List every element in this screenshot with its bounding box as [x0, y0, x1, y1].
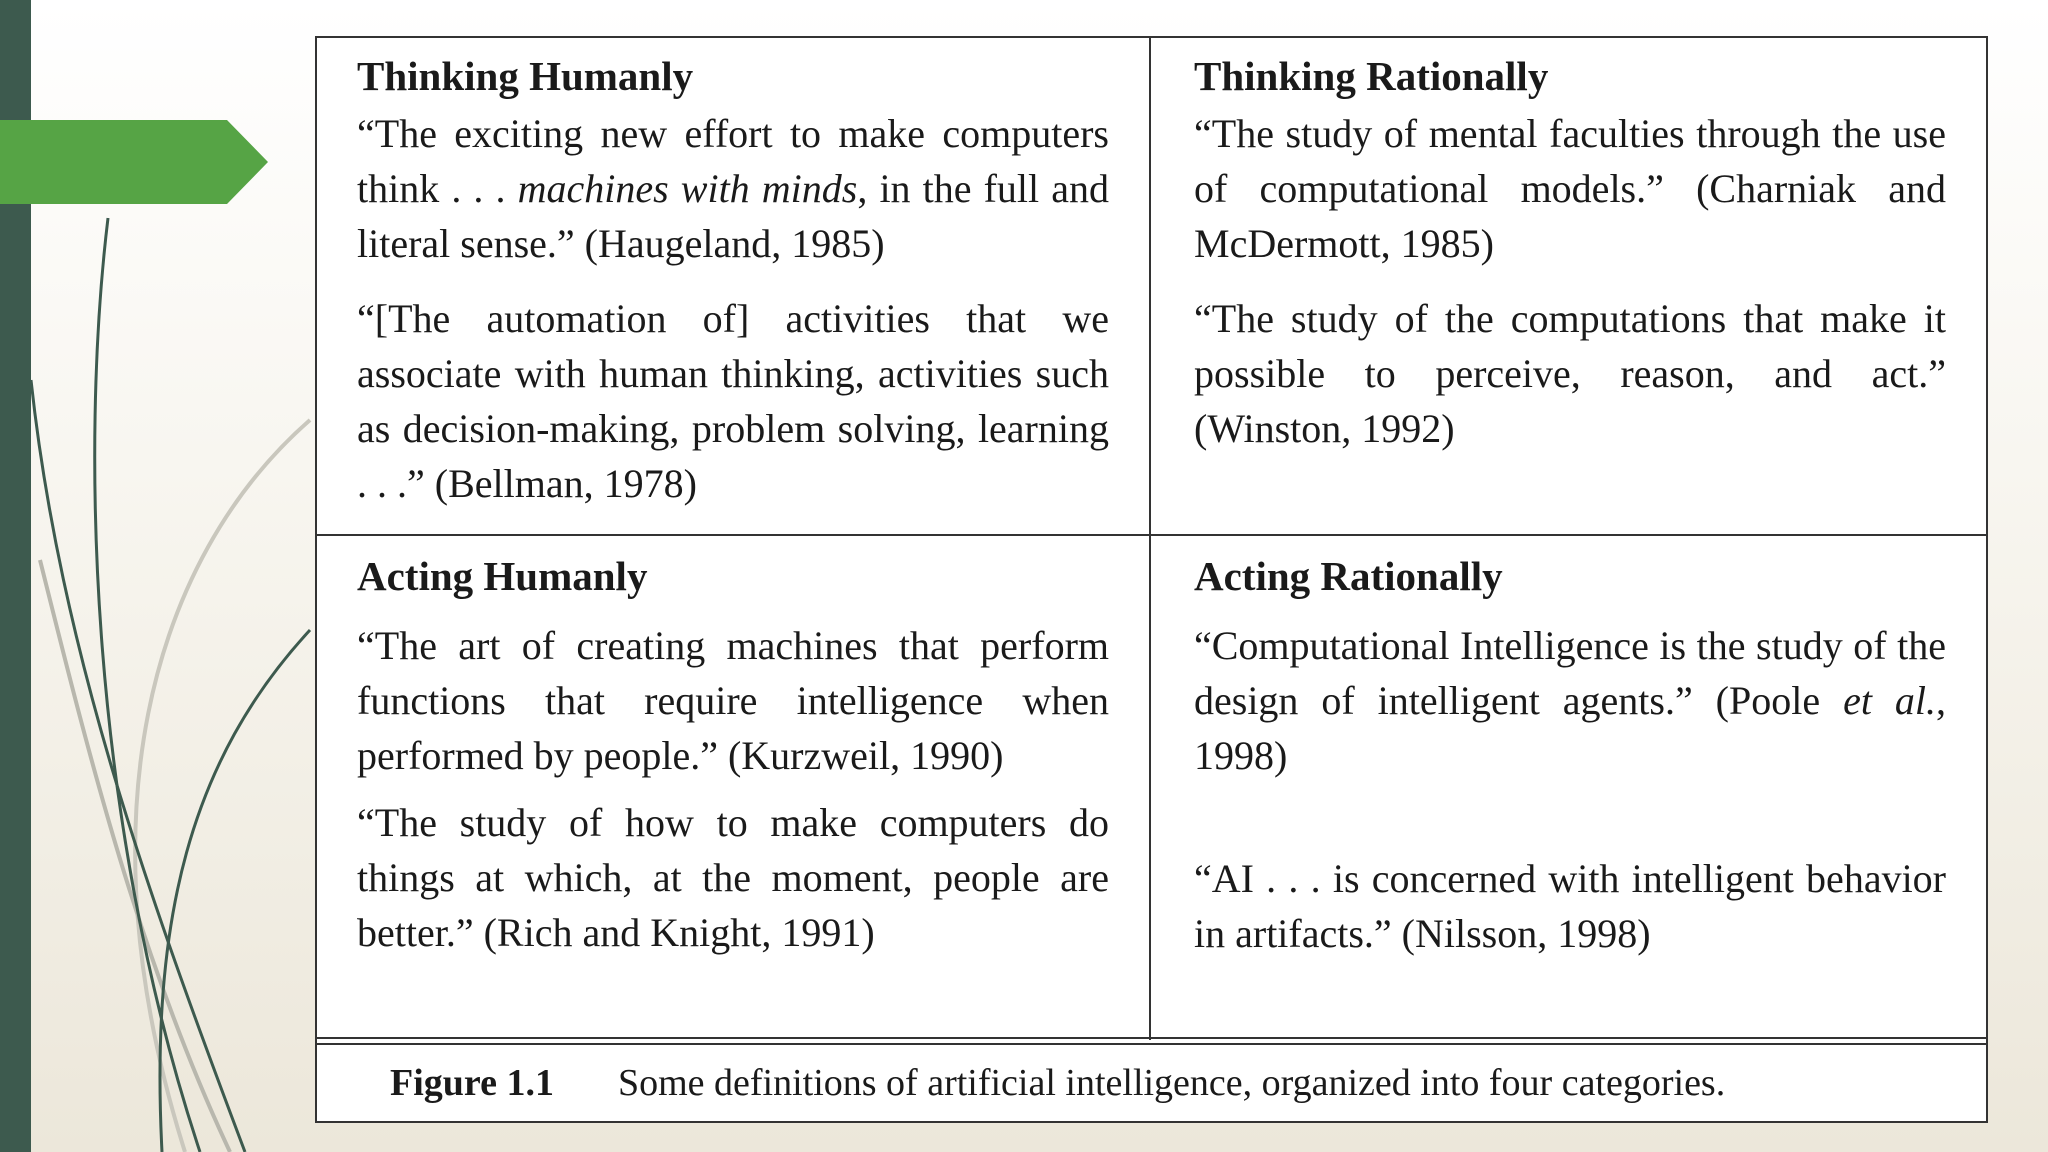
quote-emphasis: et al.	[1843, 678, 1936, 723]
arrow-shape-icon	[0, 120, 268, 204]
quote-charniak-mcdermott: “The study of mental faculties through the use of computational models.” (Charniak and McDermott, 1985)	[1194, 111, 1946, 266]
caption-rule-top	[317, 1037, 1986, 1039]
figure-caption	[317, 1045, 1986, 1121]
cell-thinking-rationally	[1194, 50, 1946, 456]
quote-winston: “The study of the computations that make it possible to perceive, reason, and act.” (Winston, 1992)	[1194, 296, 1946, 451]
heading-acting-rationally: Acting Rationally	[1194, 553, 1503, 599]
caption-text: Some definitions of artificial intelligence, organized into four categories.	[617, 1062, 1726, 1104]
quote-kurzweil: “The art of creating machines that perform functions that require intelligence when performed by people.” (Kurzweil, 1990)	[357, 623, 1109, 778]
ai-definitions-figure	[315, 36, 1988, 1123]
heading-thinking-rationally: Thinking Rationally	[1194, 53, 1549, 99]
quote-poole	[1194, 618, 1946, 783]
cell-acting-humanly	[357, 550, 1109, 960]
quote-text: , 1998)	[1194, 678, 1946, 778]
quote-bellman: “[The automation of] activities that we associate with human thinking, activities such as decision-making, problem solving, learning . . .” (Bellman, 1978)	[357, 296, 1109, 506]
quote-haugeland	[357, 106, 1109, 271]
quote-text: “Computational Intelligence is the study of the design of intelligent agents.” (Poole	[1194, 623, 1946, 723]
quote-text: , in the full and literal sense.” (Haugeland, 1985)	[357, 166, 1109, 266]
cell-thinking-humanly	[357, 50, 1109, 511]
quote-nilsson: “AI . . . is concerned with intelligent behavior in artifacts.” (Nilsson, 1998)	[1194, 856, 1946, 956]
swoosh-line-dark-1	[95, 218, 200, 1152]
quote-emphasis: machines with minds	[517, 166, 858, 211]
cell-acting-rationally	[1194, 550, 1946, 961]
heading-thinking-humanly: Thinking Humanly	[357, 53, 694, 99]
quote-rich-knight: “The study of how to make computers do things at which, at the moment, people are better.” (Rich and Knight, 1991)	[357, 800, 1109, 955]
swoosh-line-dark-2	[31, 380, 245, 1152]
caption-label: Figure 1.1	[390, 1062, 554, 1104]
swoosh-line-green	[160, 630, 310, 1152]
heading-acting-humanly: Acting Humanly	[357, 553, 648, 599]
column-divider	[1149, 38, 1151, 1040]
quote-text: “The exciting new effort to make computers think . . .	[357, 111, 1109, 211]
row-divider	[317, 534, 1986, 536]
